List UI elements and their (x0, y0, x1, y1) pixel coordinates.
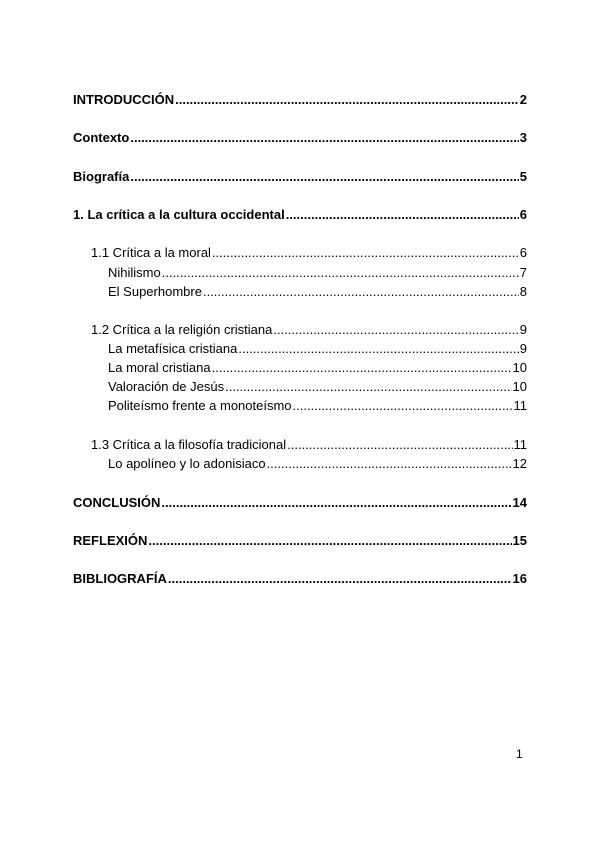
toc-entry-moral-cristiana[interactable] (108, 360, 527, 376)
toc-leader-dots (175, 92, 519, 108)
toc-entry-page: 16 (512, 571, 527, 586)
toc-entry-superhombre[interactable] (108, 284, 527, 300)
toc-leader-dots (287, 437, 512, 453)
toc-entry-label: La moral cristiana (108, 360, 211, 375)
toc-entry-critica-religion-cristiana[interactable] (91, 322, 527, 338)
toc-entry-label: REFLEXIÓN (73, 533, 148, 548)
toc-entry-page: 3 (519, 130, 527, 145)
toc-entry-label: Nihilismo (108, 265, 161, 280)
toc-entry-page: 2 (519, 92, 527, 107)
toc-entry-label: CONCLUSIÓN (73, 495, 161, 510)
toc-leader-dots (168, 571, 512, 587)
toc-leader-dots (286, 207, 519, 223)
toc-entry-page: 14 (512, 495, 527, 510)
toc-entry-label: 1.3 Crítica a la filosofía tradicional (91, 437, 287, 452)
toc-entry-page: 10 (512, 360, 527, 375)
toc-leader-dots (238, 341, 518, 357)
toc-entry-label: Valoración de Jesús (108, 379, 225, 394)
toc-entry-page: 11 (513, 398, 527, 413)
toc-entry-label: INTRODUCCIÓN (73, 92, 175, 107)
toc-entry-label: Biografía (73, 169, 130, 184)
toc-leader-dots (212, 360, 512, 376)
toc-leader-dots (267, 456, 512, 472)
toc-entry-metafisica-cristiana[interactable] (108, 341, 527, 357)
toc-entry-reflexion[interactable] (73, 533, 527, 549)
toc-entry-page: 15 (512, 533, 527, 548)
toc-entry-politeismo-monoteismo[interactable] (108, 398, 527, 414)
toc-entry-valoracion-jesus[interactable] (108, 379, 527, 395)
toc-entry-label: 1.2 Crítica a la religión cristiana (91, 322, 273, 337)
toc-leader-dots (162, 265, 519, 281)
toc-leader-dots (148, 533, 511, 549)
toc-leader-dots (130, 130, 518, 146)
toc-entry-contexto[interactable] (73, 130, 527, 146)
toc-entry-introduccion[interactable] (73, 92, 527, 108)
toc-entry-label: Contexto (73, 130, 130, 145)
toc-entry-critica-filosofia-tradicional[interactable] (91, 437, 527, 453)
toc-entry-conclusion[interactable] (73, 495, 527, 511)
toc-entry-page: 6 (519, 207, 527, 222)
toc-entry-biografia[interactable] (73, 169, 527, 185)
toc-entry-apolineo-adonisiaco[interactable] (108, 456, 527, 472)
toc-leader-dots (130, 169, 518, 185)
toc-entry-page: 10 (512, 379, 527, 394)
toc-entry-page: 9 (519, 322, 527, 337)
toc-entry-label: El Superhombre (108, 284, 202, 299)
toc-entry-label: Politeísmo frente a monoteísmo (108, 398, 292, 413)
toc-entry-critica-cultura-occidental[interactable] (73, 207, 527, 223)
toc-leader-dots (293, 398, 513, 414)
toc-entry-page: 9 (519, 341, 527, 356)
toc-entry-label: 1.1 Crítica a la moral (91, 245, 211, 260)
toc-entry-page: 8 (519, 284, 527, 299)
toc-leader-dots (161, 495, 511, 511)
toc-entry-page: 6 (519, 245, 527, 260)
page-number: 1 (516, 747, 523, 761)
toc-entry-page: 12 (512, 456, 527, 471)
toc-leader-dots (212, 245, 519, 261)
toc-entry-page: 7 (519, 265, 527, 280)
toc-leader-dots (225, 379, 511, 395)
toc-entry-critica-moral[interactable] (91, 245, 527, 261)
toc-entry-label: Lo apolíneo y lo adonisiaco (108, 456, 266, 471)
toc-entry-label: 1. La crítica a la cultura occidental (73, 207, 285, 222)
toc-leader-dots (203, 284, 519, 300)
toc-leader-dots (273, 322, 518, 338)
toc-entry-label: BIBLIOGRAFÍA (73, 571, 167, 586)
toc-entry-page: 5 (519, 169, 527, 184)
toc-entry-nihilismo[interactable] (108, 265, 527, 281)
toc-entry-bibliografia[interactable] (73, 571, 527, 587)
toc-entry-page: 11 (513, 437, 527, 452)
toc-entry-label: La metafísica cristiana (108, 341, 238, 356)
